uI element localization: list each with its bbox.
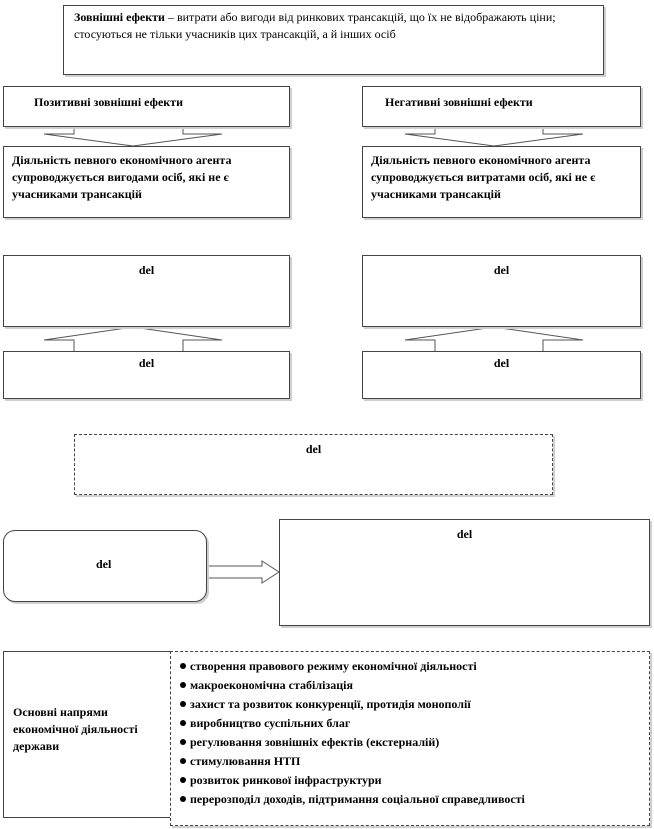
definition-text (74, 9, 593, 43)
up-arrow-positive (44, 327, 222, 351)
positive-description-box (3, 146, 290, 218)
bullet-icon (180, 701, 186, 707)
list-item-text: захист та розвиток конкуренції, протидія монополії (190, 697, 471, 711)
down-arrow-positive (44, 127, 222, 146)
positive-title: Позитивні зовнішні ефекти (34, 95, 183, 109)
center-box-label: del (305, 442, 322, 456)
list-item-text: перерозподіл доходів, підтримання соціальної справедливості (190, 792, 525, 806)
negative-effect-label: del (493, 263, 510, 277)
directions-list (180, 657, 649, 809)
down-arrow-negative (405, 127, 583, 146)
list-item-text: виробництво суспільних благ (190, 716, 351, 730)
directions-label: Основні напрями економічної діяльності держави (13, 705, 138, 753)
negative-source-box (362, 351, 641, 399)
bullet-icon (180, 739, 186, 745)
list-item-text: розвиток ринкової інфраструктури (190, 773, 382, 787)
bullet-icon (180, 758, 186, 764)
definition-body: – витрати або вигоди від ринкових трансакцій, що їх не відображають ціни; стосуються не тільки учасників цих трансакцій, а й інших осіб (74, 10, 556, 41)
list-item (180, 752, 649, 771)
right-arrow (207, 561, 279, 583)
list-item-text: стимулювання НТП (190, 754, 301, 768)
positive-source-box (3, 351, 290, 399)
list-item (180, 790, 649, 809)
negative-description-box (362, 146, 641, 218)
bullet-icon (180, 682, 186, 688)
up-arrow-negative (405, 327, 583, 351)
list-item (180, 695, 649, 714)
list-item-text: створення правового режиму економічної діяльності (190, 659, 477, 673)
definition-box (63, 5, 604, 75)
positive-title-box (3, 86, 290, 127)
rounded-box-label: del (96, 557, 112, 571)
bullet-icon (180, 777, 186, 783)
list-item (180, 676, 649, 695)
center-box (74, 434, 553, 495)
list-item-text: макроекономічна стабілізація (190, 678, 353, 692)
positive-description: Діяльність певного економічного агента супроводжується вигодами осіб, які не є учасниками трансакцій (12, 153, 232, 201)
negative-description: Діяльність певного економічного агента супроводжується витратами осіб, які не є учасниками трансакцій (371, 153, 596, 201)
rounded-box (3, 530, 207, 602)
negative-title-box (362, 86, 641, 127)
negative-title: Негативні зовнішні ефекти (385, 95, 533, 109)
list-item-text: регулювання зовнішніх ефектів (екстерналій) (190, 735, 440, 749)
right-box-label: del (456, 527, 473, 541)
right-box (279, 519, 650, 626)
list-item (180, 771, 649, 790)
positive-effect-box (3, 255, 290, 327)
positive-source-label: del (138, 356, 155, 370)
directions-label-box (3, 651, 171, 818)
negative-effect-box (362, 255, 641, 327)
definition-term: Зовнішні ефекти (74, 10, 165, 24)
list-item (180, 714, 649, 733)
bullet-icon (180, 796, 186, 802)
directions-list-box (170, 651, 650, 826)
bullet-icon (180, 663, 186, 669)
negative-source-label: del (493, 356, 510, 370)
bullet-icon (180, 720, 186, 726)
list-item (180, 657, 649, 676)
list-item (180, 733, 649, 752)
positive-effect-label: del (138, 263, 155, 277)
